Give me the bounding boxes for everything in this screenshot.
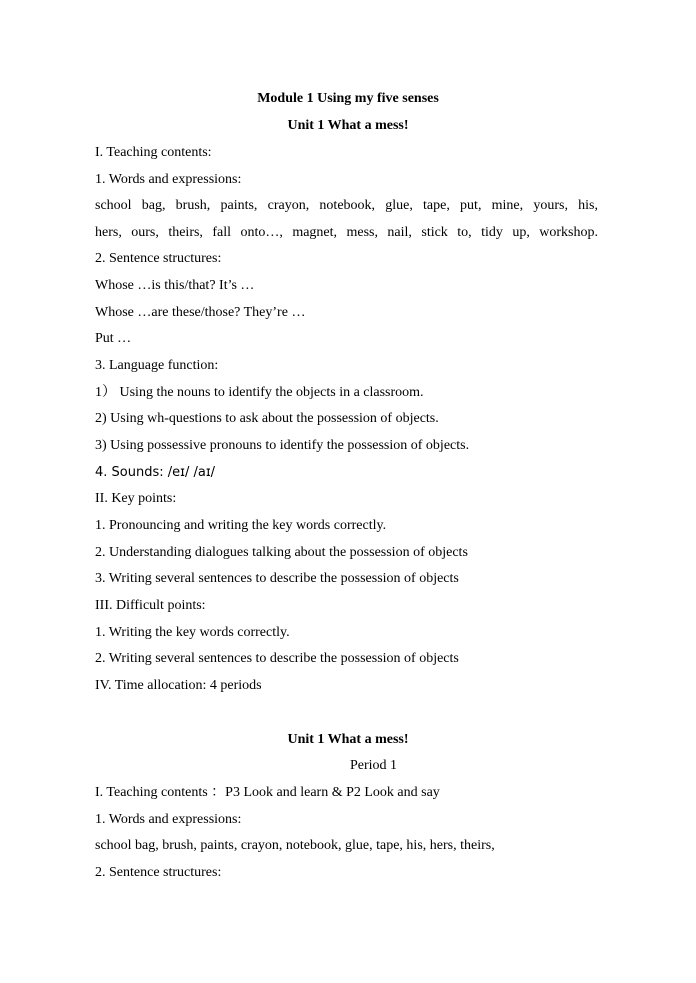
sentence-heading-2: 2. Sentence structures: bbox=[95, 865, 222, 880]
difficult-points-heading: III. Difficult points: bbox=[95, 598, 206, 613]
sentence-2: Whose …are these/those? They’re … bbox=[95, 305, 306, 320]
function-3: 3) Using possessive pronouns to identify the possession of objects. bbox=[95, 438, 470, 453]
sentence-heading: 2. Sentence structures: bbox=[95, 251, 222, 266]
key-points-heading: II. Key points: bbox=[95, 491, 177, 506]
words-heading: 1. Words and expressions: bbox=[95, 172, 242, 187]
words-heading-2: 1. Words and expressions: bbox=[95, 812, 242, 827]
period-label: Period 1 bbox=[350, 758, 398, 773]
sounds: 4. Sounds: /eɪ/ /aɪ/ bbox=[95, 465, 216, 480]
key-point-2: 2. Understanding dialogues talking about the possession of objects bbox=[95, 545, 468, 560]
function-2: 2) Using wh-questions to ask about the possession of objects. bbox=[95, 411, 439, 426]
time-allocation: IV. Time allocation: 4 periods bbox=[95, 678, 262, 693]
unit-title-2: Unit 1 What a mess! bbox=[287, 732, 409, 747]
language-function-heading: 3. Language function: bbox=[95, 358, 219, 373]
function-1: 1） Using the nouns to identify the objects in a classroom. bbox=[95, 385, 424, 400]
key-point-3: 3. Writing several sentences to describe the possession of objects bbox=[95, 571, 459, 586]
teaching-contents-2: I. Teaching contents ：P3 Look and learn & P2 Look and say bbox=[95, 785, 440, 800]
unit-title: Unit 1 What a mess! bbox=[287, 118, 409, 133]
words-line-period-1: school bag, brush, paints, crayon, notebook, glue, tape, his, hers, theirs, bbox=[95, 838, 495, 853]
words-line-1: school bag, brush, paints, crayon, notebook, glue, tape, put, mine, yours, his, bbox=[95, 198, 598, 213]
words-line-2: hers, ours, theirs, fall onto…, magnet, mess, nail, stick to, tidy up, workshop. bbox=[95, 225, 598, 240]
difficult-point-2: 2. Writing several sentences to describe the possession of objects bbox=[95, 651, 459, 666]
module-title: Module 1 Using my five senses bbox=[257, 91, 439, 106]
difficult-point-1: 1. Writing the key words correctly. bbox=[95, 625, 290, 640]
key-point-1: 1. Pronouncing and writing the key words correctly. bbox=[95, 518, 387, 533]
teaching-contents-heading: I. Teaching contents: bbox=[95, 145, 212, 160]
sentence-3: Put … bbox=[95, 331, 132, 346]
sentence-1: Whose …is this/that? It’s … bbox=[95, 278, 255, 293]
